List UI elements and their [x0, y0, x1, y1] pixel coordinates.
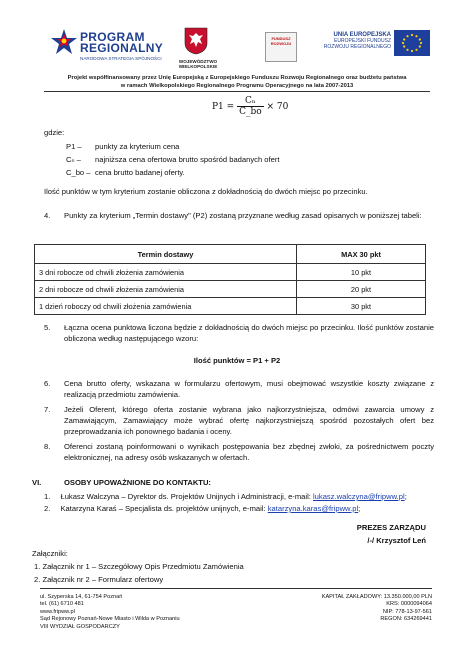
- footer-line: NIP: 778-13-97-561: [382, 608, 432, 615]
- table-cell: 1 dzień roboczy od chwili złożenia zamówienia: [35, 298, 297, 315]
- contact-email-link[interactable]: lukasz.walczyna@fripww.pl: [312, 492, 405, 501]
- delivery-time-table: [34, 244, 426, 315]
- contact-number: 1.: [44, 492, 51, 501]
- program-regionalny-logo-icon: [50, 28, 78, 56]
- section-vi-title: OSOBY UPOWAŻNIONE DO KONTAKTU:: [64, 478, 211, 487]
- table-row: [35, 264, 426, 281]
- header-divider: [44, 91, 430, 92]
- definition-text: najniższa cena ofertowa brutto spośród badanych ofert: [95, 155, 280, 164]
- list-item-5: [44, 322, 434, 344]
- item-text: Łączna ocena punktowa liczona będzie z dokładnością do dwóch miejsc po przecinku. Ilość punktów zostanie obliczona według następującego wzoru:: [64, 323, 434, 343]
- rounding-note: Ilość punktów w tym kryterium zostanie obliczona z dokładnością do dwóch miejsc po przecinku.: [44, 187, 368, 196]
- eu-line2: EUROPEJSKI FUNDUSZ: [334, 38, 391, 44]
- formula-fraction: [237, 96, 264, 117]
- where-label: gdzie:: [44, 128, 65, 137]
- definition-symbol: Cₙ –: [66, 155, 81, 164]
- footer-line: ul. Szyperska 14, 61-754 Poznań: [40, 594, 123, 600]
- total-points-formula: Ilość punktów = P1 + P2: [193, 356, 281, 365]
- program-line2: REGIONALNY: [80, 41, 164, 55]
- contact-text: Łukasz Walczyna – Dyrektor ds. Projektów Unijnych i Administracji, e-mail:: [60, 492, 313, 501]
- table-cell: 2 dni robocze od chwili złożenia zamówienia: [35, 281, 297, 298]
- signature-name: /-/ Krzysztof Leń: [367, 536, 426, 545]
- definition-text: punkty za kryterium cena: [95, 142, 180, 151]
- contact-item: [44, 491, 407, 502]
- item-number: 4.: [44, 211, 51, 220]
- item-text: Jeżeli Oferent, którego oferta zostanie wybrana jako najkorzystniejsza, odmówi zawarcia umowy z Zamawiającym, Zamawiający może wybrać ofertę najkorzystniejszą spośród pozostałych ofert bez przeprowadzania ich ponownego badania i oceny.: [64, 405, 434, 436]
- list-item-7: [44, 404, 434, 437]
- table-row: [35, 281, 426, 298]
- table-cell: 10 pkt: [297, 264, 426, 281]
- definition-symbol: C_bo –: [66, 168, 91, 177]
- eu-line3: ROZWOJU REGIONALNEGO: [323, 44, 391, 50]
- item-text: Cena brutto oferty, wskazana w formularzu ofertowym, musi obejmować wszystkie koszty związane z realizacją przedmiotu zamówienia.: [64, 379, 434, 399]
- footer-divider: [40, 588, 432, 589]
- item-number: 5.: [44, 323, 51, 332]
- table-header-cell: Termin dostawy: [35, 245, 297, 264]
- footer-line: VIII WYDZIAŁ GOSPODARCZY: [40, 623, 120, 630]
- footer-line: KAPITAŁ ZAKŁADOWY: 13.350.000,00 PLN: [321, 594, 432, 600]
- logo-bar: [50, 26, 430, 72]
- item-number: 7.: [44, 405, 51, 414]
- contact-text: Katarzyna Karaś – Specjalista ds. projektów unijnych, e-mail:: [60, 504, 268, 513]
- formula-denominator: C_bo: [239, 107, 262, 117]
- eu-wordmark: [313, 32, 391, 50]
- wielkopolska-eagle-icon: [184, 27, 208, 55]
- signature-title: PREZES ZARZĄDU: [356, 523, 426, 532]
- contact-email-link[interactable]: katarzyna.karas@fripww.pl: [267, 504, 359, 513]
- definition-symbol: P1 –: [66, 142, 82, 151]
- table-cell: 20 pkt: [297, 281, 426, 298]
- attachment-item: 1. Załącznik nr 1 – Szczegółowy Opis Przedmiotu Zamówienia: [34, 562, 244, 571]
- program-regionalny-wordmark: [80, 32, 163, 61]
- program-subtitle: NARODOWA STRATEGIA SPÓJNOŚCI: [80, 56, 162, 61]
- cofinancing-note: [30, 74, 444, 90]
- contact-number: 2.: [44, 504, 51, 513]
- item-text: Punkty za kryterium „Termin dostawy" (P2) zostaną przyznane według zasad opisanych w poniższej tabeli:: [64, 211, 422, 220]
- formula-multiplier: × 70: [266, 102, 289, 112]
- program-line1: PROGRAM: [80, 30, 145, 44]
- footer-line: KRS: 0000094064: [386, 601, 432, 608]
- cofinancing-line1: Projekt współfinansowany przez Unię Europejską z Europejskiego Funduszu Rozwoju Regionalnego oraz budżetu państwa: [67, 75, 407, 81]
- contact-item: [44, 503, 360, 514]
- voivodeship-label: WOJEWÓDZTWO WIELKOPOLSKIE: [178, 59, 218, 69]
- footer-line: Sąd Rejonowy Poznań-Nowe Miasto i Wilda w Poznaniu: [40, 616, 180, 623]
- eu-title: UNIA EUROPEJSKA: [333, 32, 391, 38]
- contact-tail: ;: [358, 504, 361, 513]
- fund-logo-text: FUNDUSZ ROZWOJU: [270, 36, 292, 46]
- list-item-4: [44, 210, 434, 221]
- list-item-8: [44, 441, 434, 463]
- definition-text: cena brutto badanej oferty.: [95, 168, 185, 177]
- footer-company-registry: [300, 594, 432, 624]
- footer-line: REGON: 634269441: [380, 616, 432, 623]
- item-text: Oferenci zostaną poinformowani o wynikach postępowania bez zbędnej zwłoki, za pośrednictwem poczty elektronicznej, na adresy osób wskazanych w ofertach.: [64, 442, 434, 462]
- item-number: 8.: [44, 442, 51, 451]
- footer-line: www.fripww.pl: [40, 608, 75, 615]
- footer-line: tel. (61) 6710 481: [40, 601, 84, 608]
- p1-formula: [212, 96, 288, 117]
- cofinancing-line2: w ramach Wielkopolskiego Regionalnego Programu Operacyjnego na lata 2007-2013: [120, 83, 354, 89]
- list-item-6: [44, 378, 434, 400]
- fund-logo: [265, 32, 297, 62]
- formula-numerator: Cₙ: [237, 96, 264, 107]
- eu-flag-icon: [394, 30, 430, 56]
- section-vi-number: VI.: [32, 478, 42, 487]
- table-row: [35, 298, 426, 315]
- contact-tail: ;: [404, 492, 407, 501]
- attachments-label: Załączniki:: [32, 549, 68, 558]
- table-header-cell: MAX 30 pkt: [297, 245, 426, 264]
- item-number: 6.: [44, 379, 51, 388]
- table-header-row: [35, 245, 426, 264]
- table-cell: 3 dni robocze od chwili złożenia zamówienia: [35, 264, 297, 281]
- table-cell: 30 pkt: [297, 298, 426, 315]
- attachment-item: 2. Załącznik nr 2 – Formularz ofertowy: [34, 575, 164, 584]
- formula-lhs: P1 =: [212, 102, 235, 112]
- footer-address: [40, 594, 180, 631]
